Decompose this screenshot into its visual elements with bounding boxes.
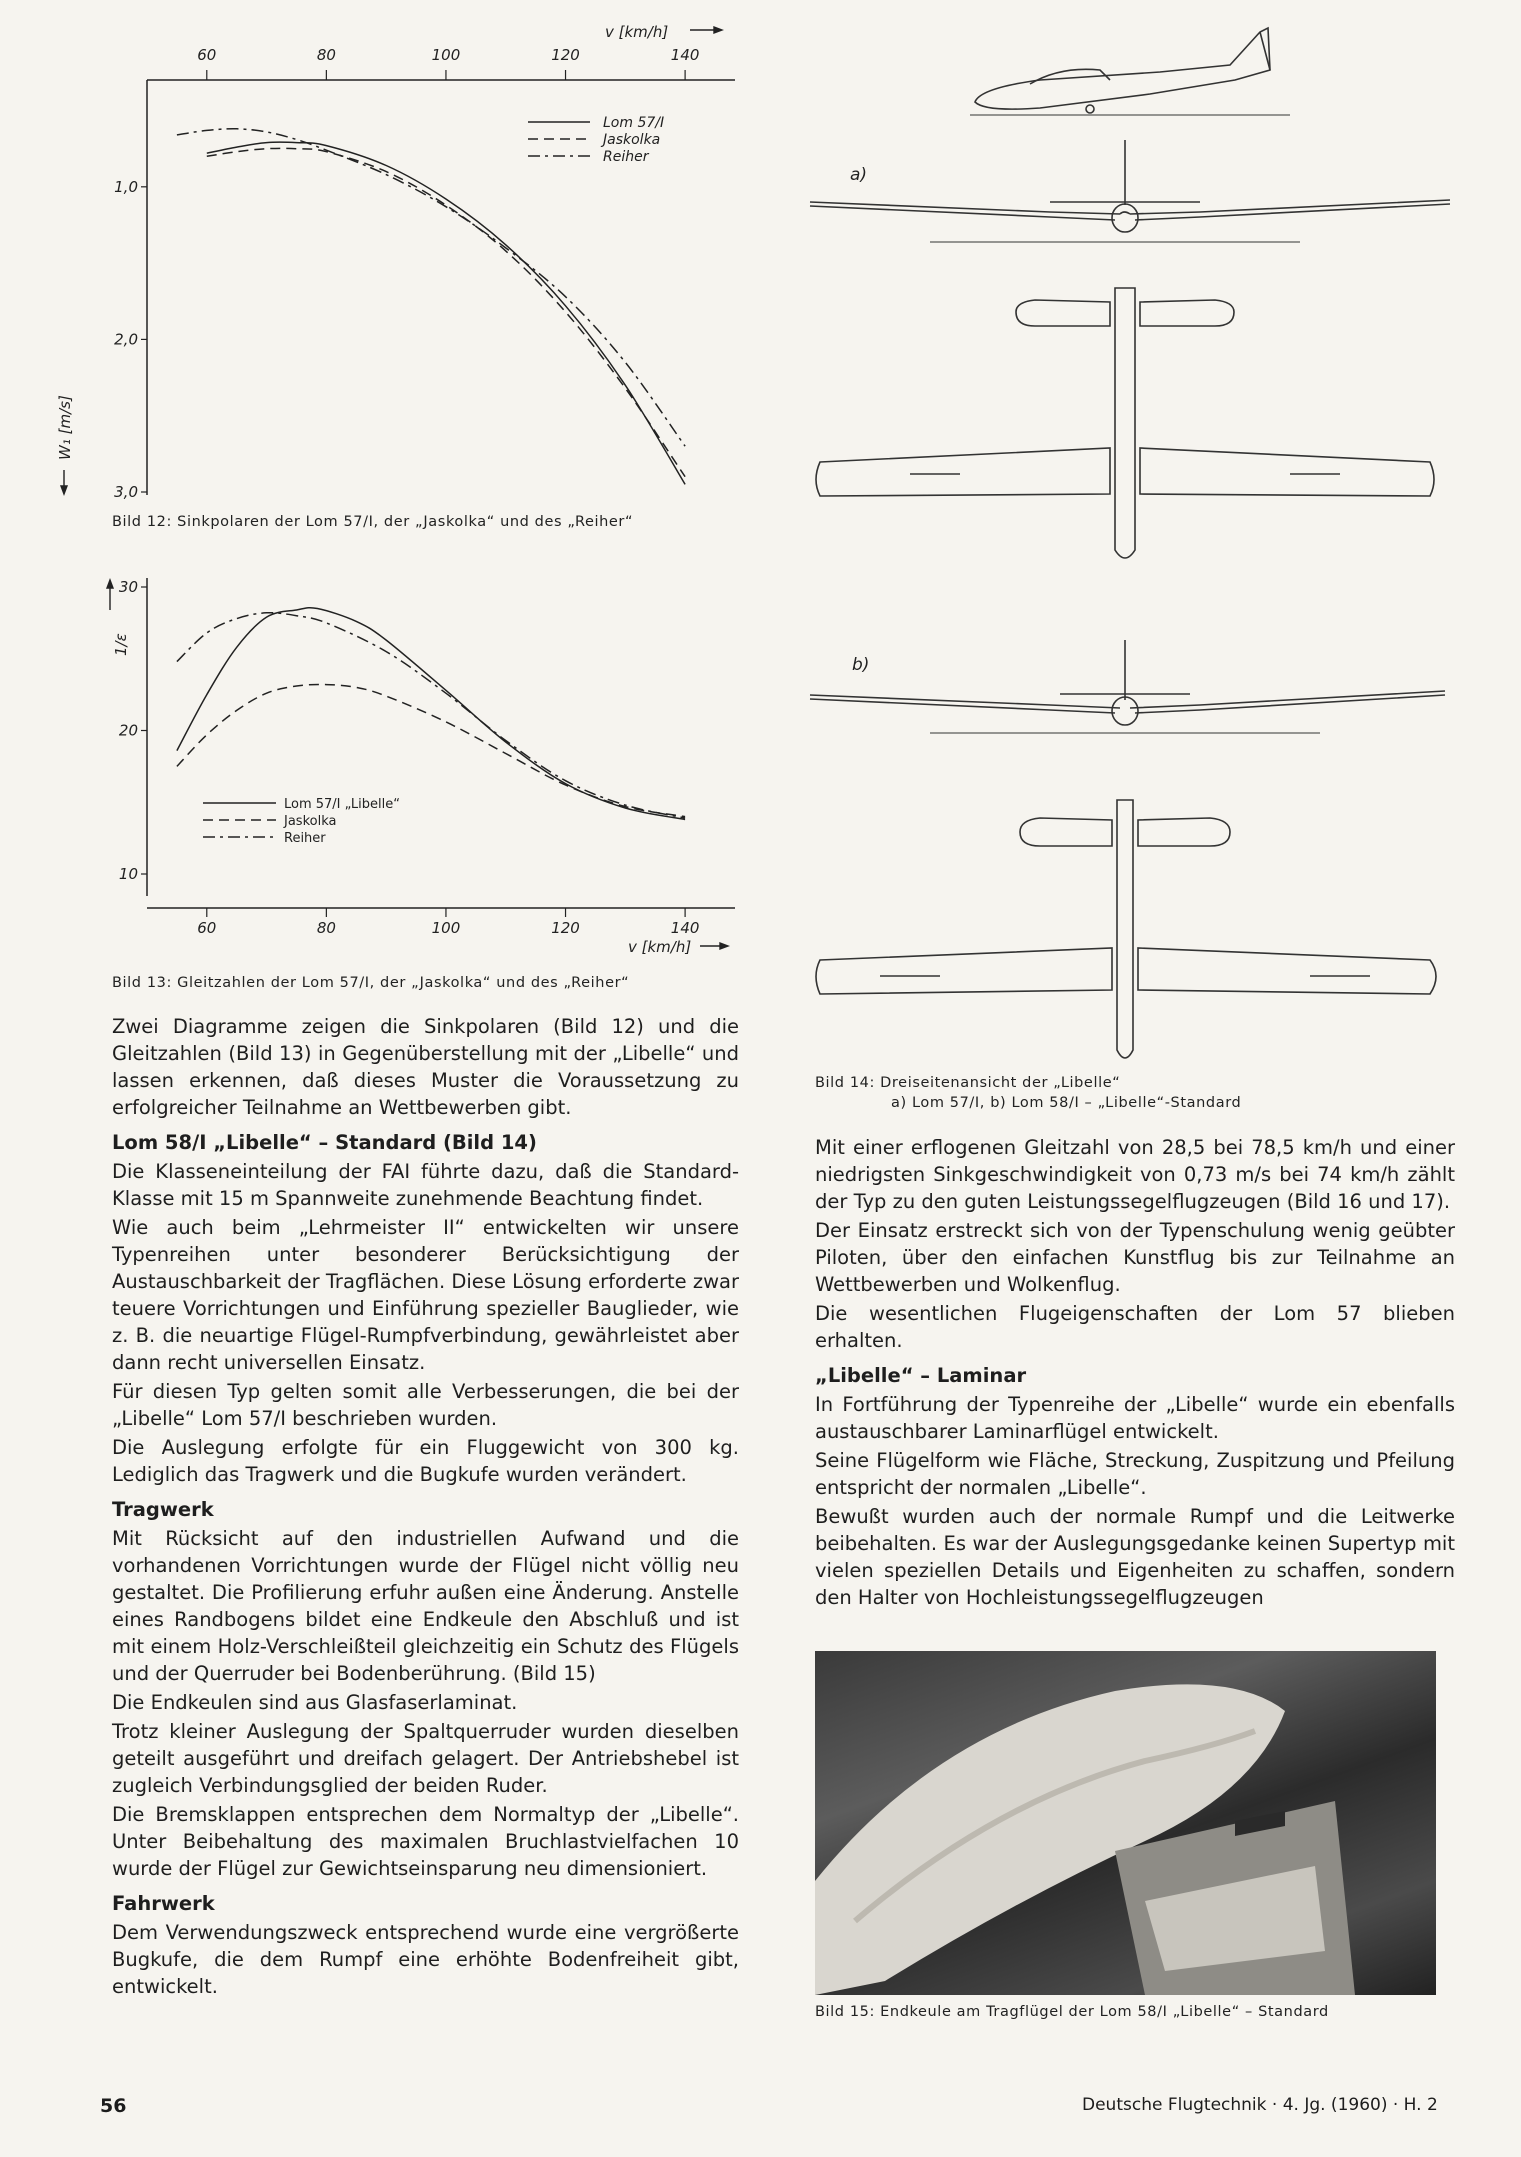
wingtip-photo-drawing (815, 1651, 1436, 1995)
paragraph: Die Klasseneinteilung der FAI führte dazu, daß die Standard-Klasse mit 15 m Spannweite zunehmende Beachtung findet. (112, 1160, 739, 1210)
x-tick-label: 140 (670, 919, 700, 937)
legend-entry: Reiher (284, 831, 326, 846)
series-line-3 (177, 613, 685, 818)
front-view-b-drawing (810, 640, 1445, 733)
top-view-b-drawing (816, 800, 1436, 1058)
figure14-label-b: b) (852, 655, 870, 675)
figure14-caption-line1: Bild 14: Dreiseitenansicht der „Libelle“ (815, 1075, 1121, 1091)
top-view-a-drawing (816, 288, 1434, 558)
paragraph: Seine Flügelform wie Fläche, Streckung, Zuspitzung und Pfeilung entspricht der normalen „Libelle“. (815, 1449, 1455, 1499)
heading-laminar: „Libelle“ – Laminar (815, 1364, 1027, 1387)
x-tick-label: 80 (316, 919, 336, 937)
chart12-tick-labels (56, 23, 699, 501)
x-axis-label: v [km/h] (628, 938, 692, 956)
x-tick-label: 100 (431, 919, 461, 937)
x-tick-label: 60 (197, 919, 217, 937)
paragraph: Bewußt wurden auch der normale Rumpf und die Leitwerke beibehalten. Es war der Auslegungsgedanke keinen Supertyp mit vielen speziellen Details und Eigenheiten zu schaffen, sondern den Halter von Hochleistungssegelflugzeugen (815, 1505, 1455, 1609)
paragraph: Trotz kleiner Auslegung der Spaltquerruder wurden dieselben geteilt ausgeführt und dreifach gelagert. Der Antriebshebel ist zugleich Verbindungsglied der beiden Ruder. (112, 1720, 739, 1797)
y-axis-label: W₁ [m/s] (56, 395, 74, 460)
heading-fahrwerk: Fahrwerk (112, 1892, 215, 1915)
y-tick-label: 1,0 (114, 177, 138, 196)
chart13-axes (107, 578, 735, 949)
figure14-caption (815, 1073, 1241, 1113)
paragraph: Die Auslegung erfolgte für ein Fluggewicht von 300 kg. Lediglich das Tragwerk und die Bugkufe wurden verändert. (112, 1436, 739, 1486)
paragraph: In Fortführung der Typenreihe der „Libelle“ wurde ein ebenfalls austauschbarer Laminarflügel entwickelt. (815, 1393, 1455, 1443)
y-tick-label: 10 (118, 865, 138, 883)
figure14-label-a: a) (850, 165, 868, 185)
heading-tragwerk: Tragwerk (112, 1498, 214, 1521)
x-axis-arrow (700, 943, 728, 949)
legend-entry: Jaskolka (284, 814, 337, 829)
legend-entry: Jaskolka (603, 132, 661, 148)
figure12-caption: Bild 12: Sinkpolaren der Lom 57/I, der „Jaskolka“ und des „Reiher“ (112, 514, 634, 530)
figure15-caption: Bild 15: Endkeule am Tragflügel der Lom 58/I „Libelle“ – Standard (815, 2004, 1329, 2020)
series-line-2 (207, 148, 685, 476)
figure14-three-view (790, 10, 1490, 1060)
chart-sinkpolaren (0, 0, 760, 510)
x-axis-label: v [km/h] (605, 23, 669, 41)
x-tick-label: 100 (431, 46, 461, 64)
legend-entry: Lom 57/I „Libelle“ (284, 797, 400, 812)
page-number: 56 (100, 2095, 127, 2117)
chart13-series (177, 608, 685, 820)
paragraph: Dem Verwendungszweck entsprechend wurde eine vergrößerte Bugkufe, die dem Rumpf eine erhöhte Bodenfreiheit gibt, entwickelt. (112, 1921, 739, 1998)
chart-gleitzahlen (0, 560, 760, 970)
chart12-series (177, 129, 685, 485)
side-view-glider-drawing (970, 28, 1290, 115)
x-tick-label: 60 (197, 46, 217, 64)
series-line-1 (207, 142, 685, 484)
x-tick-label: 80 (316, 46, 336, 64)
series-line-3 (177, 129, 685, 446)
paragraph: Für diesen Typ gelten somit alle Verbesserungen, die bei der „Libelle“ Lom 57/I beschrieben wurden. (112, 1380, 739, 1430)
heading-standard: Lom 58/I „Libelle“ – Standard (Bild 14) (112, 1131, 537, 1154)
chart13-legend (203, 797, 400, 846)
x-tick-label: 120 (551, 919, 580, 937)
paragraph: Mit Rücksicht auf den industriellen Aufwand und die vorhandenen Vorrichtungen wurde der Flügel nicht völlig neu gestaltet. Die Profilierung erfuhr außen eine Änderung. Anstelle eines Randbogens bildet eine Endkeule den Abschluß und ist mit einem Holz-Verschleißteil gleichzeitig ein Schutz des Flügels und der Querruder bei Bodenberührung. (Bild 15) (112, 1527, 739, 1685)
figure13-caption: Bild 13: Gleitzahlen der Lom 57/I, der „Jaskolka“ und des „Reiher“ (112, 975, 630, 991)
front-view-a-drawing (810, 140, 1450, 242)
y-axis-label: 1/ε (112, 633, 130, 656)
paragraph: Mit einer erflogenen Gleitzahl von 28,5 bei 78,5 km/h und einer niedrigsten Sinkgeschwindigkeit von 0,73 m/s bei 74 km/h zählt der Typ zu den guten Leistungssegelflugzeugen (Bild 16 und 17). (815, 1136, 1455, 1213)
x-tick-label: 140 (670, 46, 700, 64)
paragraph: Die Endkeulen sind aus Glasfaserlaminat. (112, 1691, 518, 1714)
journal-footer: Deutsche Flugtechnik · 4. Jg. (1960) · H. 2 (1082, 2095, 1438, 2115)
paragraph: Die wesentlichen Flugeigenschaften der Lom 57 blieben erhalten. (815, 1302, 1455, 1352)
right-text-column (815, 1134, 1455, 1613)
paragraph: Der Einsatz erstreckt sich von der Typenschulung wenig geübter Piloten, über den einfachen Kunstflug bis zur Teilnahme an Wettbewerben und Wolkenflug. (815, 1219, 1455, 1296)
legend-entry: Lom 57/I (603, 115, 665, 131)
y-tick-label: 3,0 (114, 483, 138, 501)
figure14-caption-line2: a) Lom 57/I, b) Lom 58/I – „Libelle“-Standard (891, 1095, 1242, 1111)
chart12-legend (528, 115, 664, 165)
series-line-2 (177, 684, 685, 816)
series-line-1 (177, 608, 685, 820)
x-tick-label: 120 (551, 46, 580, 64)
y-axis-arrow (61, 470, 67, 494)
intro-paragraph: Zwei Diagramme zeigen die Sinkpolaren (Bild 12) und die Gleitzahlen (Bild 13) in Gegenüberstellung mit der „Libelle“ und lassen erkennen, daß dieses Muster die Voraussetzung zu erfolgreicher Teilnahme an Wettbewerben gibt. (112, 1015, 739, 1119)
y-tick-label: 2,0 (114, 330, 138, 349)
y-tick-label: 20 (118, 721, 138, 740)
chart12-axes (61, 27, 735, 495)
left-text-column (112, 1013, 739, 2002)
figure15-wingtip-photo (815, 1651, 1436, 1995)
paragraph: Wie auch beim „Lehrmeister II“ entwickelten wir unsere Typenreihen unter besonderer Berücksichtigung der Austauschbarkeit der Tragflächen. Diese Lösung erforderte zwar teuere Vorrichtungen und Einführung spezieller Bauglieder, wie z. B. die neuartige Flügel-Rumpfverbindung, gewährleistet aber dann recht universellen Einsatz. (112, 1216, 739, 1374)
legend-entry: Reiher (603, 149, 649, 165)
y-tick-label: 30 (118, 578, 138, 596)
y-axis-arrow (107, 580, 113, 610)
x-axis-arrow (690, 27, 722, 33)
chart13-tick-labels (112, 578, 699, 956)
paragraph: Die Bremsklappen entsprechen dem Normaltyp der „Libelle“. Unter Beibehaltung des maximalen Bruchlastvielfachen 10 wurde der Flügel zur Gewichtseinsparung neu dimensioniert. (112, 1803, 739, 1880)
